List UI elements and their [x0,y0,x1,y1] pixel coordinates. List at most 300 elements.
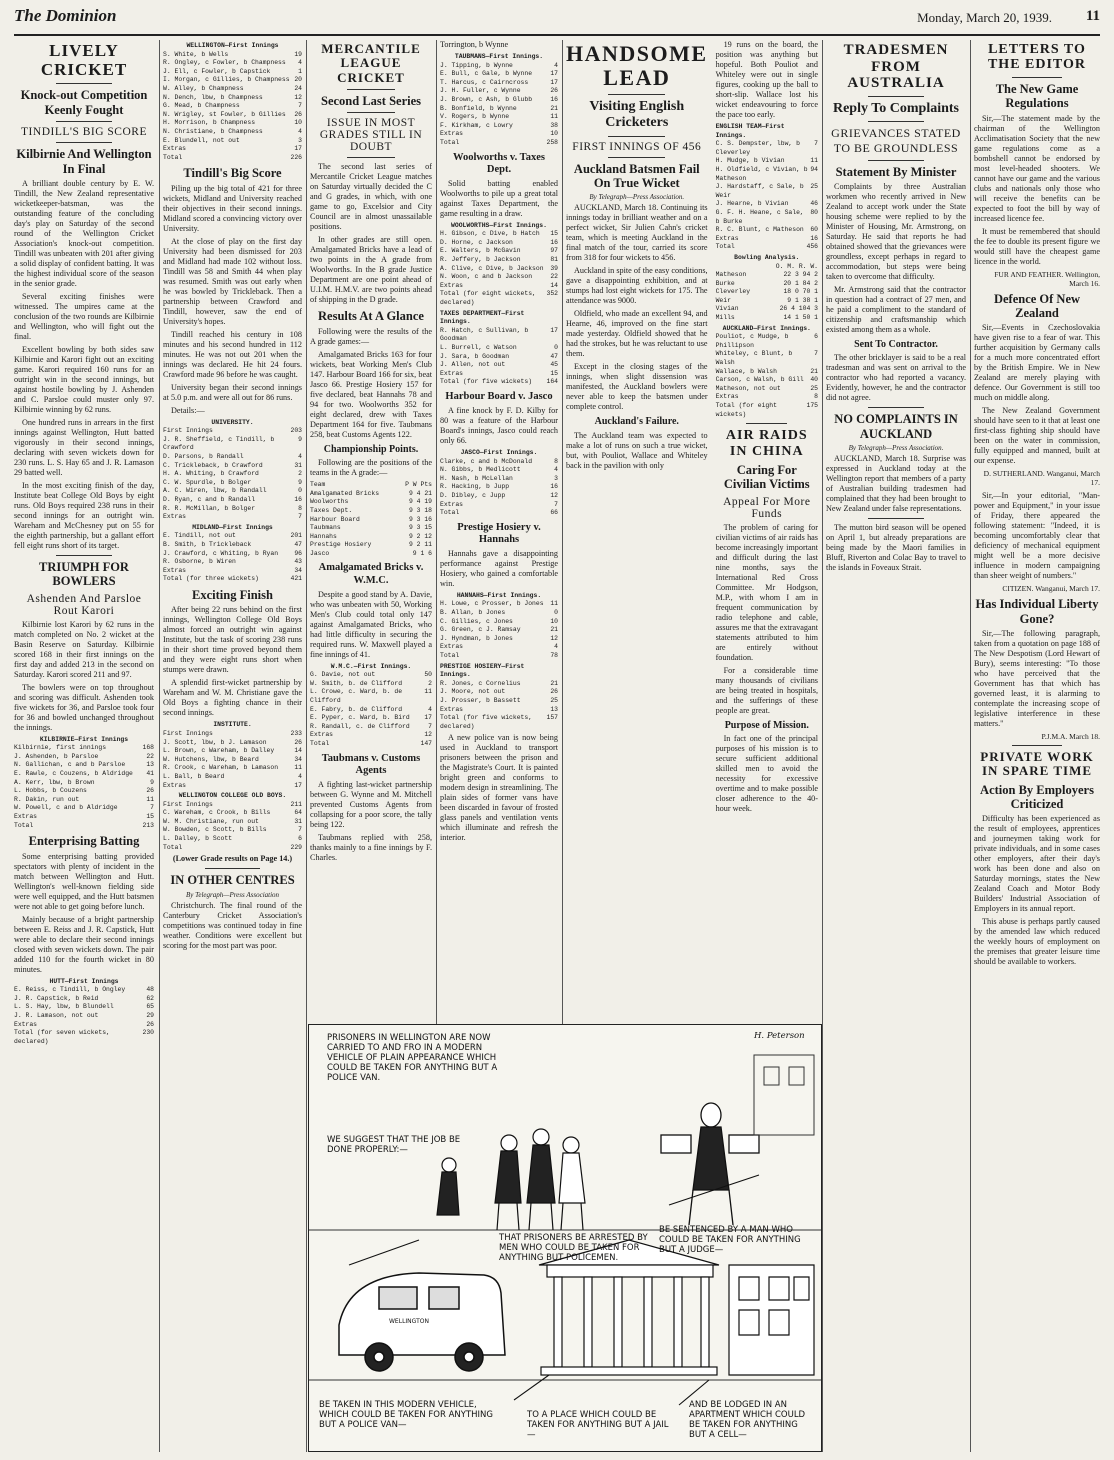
lower-grade-note: (Lower Grade results on Page 14.) [172,854,293,864]
score-row: E. Reiss, c Tindill, b Ongley 48 [14,986,154,994]
details-label: Details:— [171,405,205,415]
score-row: Matheson, not out 25 [715,384,818,392]
score-row: Extras 16 [715,234,818,242]
score-row: E. Pyper, c. Ward, b. Bird 17 [310,714,432,722]
scorecard-title: ENGLISH TEAM—First Innings. [715,123,785,139]
scorecard [716,123,818,252]
score-row: C. S. Dempster, lbw, b Cleverley 7 [715,140,818,156]
score-row: E. Rawle, c Couzens, b Aldridge 41 [14,770,154,777]
article-paragraph: A splendid first-wicket partnership by Wareham and W. M. Christiane gave the Old Boys a fighting chance in their second innings. [163,678,302,718]
bowling-row: Matheson 22 3 94 2 [715,271,818,279]
article-paragraph: A new police van is now being used in Auckland to transport prisoners between the prison and the Magistrate's Court. It is painted bright green and conforms to modern design in streamlining. The plain sides of former vans have been discarded in favour of frosted glass panels and ventilation vents which illuminate and refresh the interior. [440,733,558,843]
article-paragraph: A brilliant double century by E. W. Tindill, the New Zealand representative wicketkeeper-batsman, was the outstanding feature of the concluding day's play on Saturday of the second round of the Wellington Cricket Association's knock-out competition. Tindill was unbeaten with 201 after giving a solid display of confident batting. It was the highest individual score of the season in the senior grade. [14,178,154,288]
bowling-row: O. M. R. W. [775,262,818,270]
score-row: V. Rogers, b Wynne 11 [440,113,558,121]
article-paragraph: Amalgamated Bricks 163 for four wickets, beat Working Men's Club 147. Harbour Board 166 for six, beat Jasco 66. Prestige Hosiery 157 for five declared, beat Hannahs 78 and 94 for two. Woolworths 352 for eight declared, drew with Taxes Department 164 for five. Taubmans 258, beat Customs Agents 122. [310,349,432,439]
cartoon-caption-2: WE SUGGEST THAT THE JOB BE DONE PROPERLY:— [327,1135,461,1155]
score-row: T. Harcus, c Cairncross 17 [440,78,558,86]
letter-paragraph: Sir,—In your editorial, "Man-power and Equipment," in your issue of Friday, there appeared the following statement: "Indeed, it is becoming uncomfortably clear that deficiency of mechanical equipment might well be a more decisive influence in modern campaigning than sheer weight of numbers." [974,491,1100,581]
article-paragraph: The mutton bird season will be opened on April 1, but already preparations are being made by the Maori families in Bluff, Riverton and Colac Bay to travel to the islands in Foveaux Strait. [826,523,966,573]
divider [347,89,396,90]
scores-and-air-raids [716,40,818,817]
divider [868,407,924,408]
score-row: C. Wareham, c Crook, b Bills 64 [163,809,302,817]
scorecard-title: HANNAHS—First Innings. [456,591,542,599]
column-5 [566,40,818,1014]
letter-paragraph: Sir,—The statement made by the chairman of the Wellington Acclimatisation Society that the new game regulations come as a bombshell cannot be endorsed by most level-headed shooters. We cannot have our game and the various clubs and nationals only those who will receive the benefits can be expected to foot the bill by way of increased licence fee. [974,113,1100,223]
headline-handsome-lead: HANDSOME LEAD [566,41,708,91]
score-row: Total 78 [440,652,558,660]
score-row: W. Bowden, c Scott, b Bills 7 [163,826,302,834]
score-row: Total 66 [440,509,558,517]
article-paragraph: Auckland in spite of the easy conditions, gave a disappointing exhibition, and at stumps had lost eight wickets for 175. The attendance was 9000. [566,266,708,306]
article-paragraph: Torrington, b Wynne [440,40,509,49]
column-4 [440,40,558,1014]
headline-enterprising: Enterprising Batting [28,834,140,849]
score-row: Extras 26 [14,1020,154,1028]
scorecard-title: JASCO—First Innings. [460,449,538,456]
score-row: Clarke, c and b McDonald 8 [440,457,558,465]
score-row: N. Gibbs, b Medlicott 4 [440,466,558,474]
score-row: N. Gallichan, c and b Parsloe 13 [14,761,154,769]
article-paragraph: For a considerable time many thousands of civilians are being treated in hospitals, and the sufferings of these people are great. [715,665,818,715]
deck: FIRST INNINGS OF 456 [572,140,702,153]
deck: ISSUE IN MOST GRADES STILL IN DOUBT [319,117,423,154]
cartoon-caption-5: BE TAKEN IN THIS MODERN VEHICLE, WHICH COULD BE TAKEN FOR ANYTHING BUT A POLICE VAN— [319,1400,494,1430]
scorecard-title: UNIVERSITY. [211,418,254,426]
score-row: Extras 7 [440,500,558,508]
article-paragraph: University began their second innings at 5.0 p.m. and were all out for 86 runs. [163,382,302,402]
score-row: Extras 17 [163,781,302,789]
score-row: N. Christiane, b Champness 4 [163,127,302,135]
subhead: Action By Employers Criticized [980,782,1094,811]
score-row: S. White, b Wells 19 [163,50,302,58]
headline-lively-cricket: LIVELY CRICKET [40,41,128,79]
column-6 [826,40,966,1452]
article-paragraph: One hundred runs in arrears in the first innings against Wellington, Hutt batted vigorously in their second innings, declaring with seven wickets down for 230 runs. L. S. Hay 65 and J. R. Lamason 29 batted well. [14,417,154,477]
article-paragraph: At the close of play on the first day University had been dismissed for 203 and Midland had made 102 without loss. Tindill was 58 and Smith 44 when play was resumed. Smith was out early when he was bowled by Trickleback. Then a partnership between Crawford and Tindill, however, saw the end of University's hopes. [163,236,302,326]
article-paragraph: Taubmans replied with 258, thanks mainly to a fine innings by F. Charles. [310,832,432,862]
column-3 [310,40,432,1014]
scorecard [440,53,558,148]
scorecard [716,325,818,420]
bowling-row: Mills 14 1 50 1 [715,314,818,322]
score-row: R. Crook, c Wareham, b Lamason 11 [163,764,302,772]
score-row: J. R. Capstick, b Reid 62 [14,994,154,1002]
subhead: Has Individual Liberty Gone? [975,597,1099,626]
score-row: Total (for five wickets, declared) 157 [440,714,558,730]
score-row: E. Bull, c Gale, b Wynne 17 [440,70,558,78]
score-row: J. Ashenden, b Parsloe 22 [14,752,154,760]
score-row: First Innings 211 [163,800,302,808]
divider [347,157,396,158]
score-row: L. Ball, b Beard 4 [163,772,302,780]
scorecard-title: AUCKLAND—First Innings. [722,324,811,332]
article-paragraph: A fine knock by F. D. Kilby for 80 was a feature of the Harbour Board's innings, Jasco could reach only 66. [440,406,558,445]
score-row: F. Kirkham, c Lowry 38 [440,121,558,129]
score-row: Extras 12 [310,731,432,739]
score-row: J. Tipping, b Wynne 4 [440,61,558,69]
article-paragraph: Excellent bowling by both sides saw Kilbirnie and Karori fight out an exciting game. Karori required 160 runs for an outright win in the second innings, but against hostile bowling by J. Ashenden and C. Parsloe could muster only 97. Kilbirnie winning by 62 runs. [14,344,154,414]
score-row: R. Osborne, b Wiren 43 [163,558,302,566]
article-paragraph: Tindill reached his century in 108 minutes and his second hundred in 112 minutes. He was not out 201 when the innings was declared. He hit 24 fours. Crawford made 96 before he was caught. [163,329,302,379]
score-row: G. Green, c J. Ramsay 21 [440,626,558,634]
article-paragraph: The bowlers were on top throughout and scoring was difficult. Ashenden took five wickets for 36, and Parsloe took four for 36 and bowled unchanged throughout the innings. [14,682,154,732]
score-row: Extras 34 [163,566,302,574]
subhead: Reply To Complaints [832,100,960,116]
article-paragraph: 19 runs on the board, the position was anything but hopeful. Both Pouliot and Whiteley were out in single figures, cooking up the ball to short-slip. Wallace lost his wicket endeavouring to force the pace too early. [715,40,818,119]
score-row: W. Hutchens, lbw, b Beard 34 [163,755,302,763]
score-row: B. Allan, b Jones 0 [440,609,558,617]
headline-no-complaints: NO COMPLAINTS IN AUCKLAND [834,412,958,441]
score-row: J. Moore, not out 26 [440,688,558,696]
score-row: N. Dench, lbw, b Champness 12 [163,93,302,101]
score-row: C. Trickleback, b Crawford 31 [163,461,302,469]
article-paragraph: Following were the results of the A grade games:— [310,326,432,346]
score-row: I. Morgan, c Gillies, b Champness 20 [163,76,302,84]
divider [56,142,112,143]
scorecard [163,524,302,584]
apartment-building [729,1265,814,1375]
score-row: G. Mead, b Champness 7 [163,102,302,110]
score-row: L. Brown, c Wareham, b Dalley 14 [163,747,302,755]
score-row: B. Smith, b Trickleback 47 [163,541,302,548]
score-row: Extras 8 [715,393,818,401]
letter-paragraph: It must be remembered that should the fee to double its present figure we would still have the cheapest game licence in the world. [974,226,1100,266]
letter-signature: FUR AND FEATHER. Wellington, March 16. [994,269,1100,288]
article-paragraph: Some enterprising batting provided spectators with plenty of incident in the match between Wellington and Hutt. Wellington's well-known fielding side were well equipped, and the Hutt batsmen were not able to get going before lunch. [14,851,154,911]
column-rule [306,40,307,1452]
headline-prestige: Prestige Hosiery v. Hannahs [457,521,541,545]
bowling-row: Burke 20 1 84 2 [715,279,818,287]
headline-aucklands-failure: Auckland's Failure. [594,416,679,428]
article-paragraph: The other bricklayer is said to be a real tradesman and was sent on arrival to the contractor who had reported a vacancy. Evidently, however, he and the contractor did not agree. [826,353,966,403]
column-2 [163,40,302,1452]
score-row: R. Hatch, c Sullivan, b Goodman 17 [440,326,558,343]
article-paragraph: Complaints by three Australian workmen who recently arrived in New Zealand to accept work under the State housing scheme were replied to by the Minister of Housing, Mr. Armstrong, on Saturday. He said that reports he had obtained showed that the grievances were groundless, except perhaps in regard to accommodation, but steps were being taken to overcome that difficulty. [826,181,966,281]
scorecard-title: INSTITUTE. [213,721,252,729]
article-paragraph: Despite a good stand by A. Davie, who was unbeaten with 50, Working Men's Club could total only 147 against Amalgamated Bricks, who had little difficulty in securing the required runs. W. Maxwell played a fine innings of 41. [310,589,432,659]
score-row: R. Randall, c. de Clifford 7 [310,722,432,730]
subhead: Defence Of New Zealand [993,291,1081,320]
score-row: C. Gillies, c Jones 10 [440,617,558,625]
points-row: Hannahs 9 2 12 [310,532,432,540]
column-7 [974,40,1100,1452]
score-row: E. Tindill, not out 201 [163,532,302,540]
article-paragraph: Following are the positions of the teams in the A grade:— [310,458,432,478]
score-row: Total (for three wickets) 421 [163,575,302,583]
letter-paragraph: Sir,—The following paragraph, taken from a quotation on page 188 of The New Despotism (Lord Hewart of Bury), seems interesting: "To those who have perceived that the Government has that which has governed least, it is alarming to contemplate the increasing scope of legislative interference in these matters." [974,629,1100,729]
judge-figure [661,1103,759,1225]
article-paragraph: The second last series of Mercantile Cricket League matches on Saturday virtually decided the C and G grades, in which, with one game to go, Excelsior and City Council are in almost unassailable positions. [310,162,432,232]
article-paragraph: Solid batting enabled Woolworths to pile up a great total against Taxes Department, the game resulting in a draw. [440,178,558,218]
score-row: W. Alley, b Champness 24 [163,84,302,92]
score-row: J. Crawford, c Whiting, b Ryan 96 [163,549,302,557]
divider [608,94,665,95]
score-row: Total 226 [163,153,302,161]
scorecard-title: TAXES DEPARTMENT—First Innings. [440,309,525,326]
scorecard [440,222,558,308]
divider [56,555,112,556]
score-row: G. F. H. Heane, c Sale, b Burke 80 [715,208,818,225]
letter-signature: CITIZEN. Wanganui, March 17. [1002,584,1100,594]
score-row: Pouliot, c Mudge, b Phillipson 6 [715,333,818,349]
points-row: Amalgamated Bricks 9 4 21 [310,489,432,497]
subhead: Statement By Minister [835,164,957,179]
article-paragraph: Christchurch. The final round of the Canterbury Cricket Association's competitions was continued today in fine weather. Conditions were excellent but scoring for the most part was poor. [163,900,302,950]
divider [608,136,665,137]
article-paragraph: Kilbirnie lost Karori by 62 runs in the match completed on No. 2 wicket at the Basin Reserve on Saturday. Kilbirnie scored 168 in their first innings on the first day and added 213 in the second on Saturday. Karori scored 211 and 97. [14,619,154,679]
divider [347,112,396,113]
score-row: H. Morrison, b Champness 10 [163,119,302,127]
score-row: R. Jones, c Cornelius 21 [440,679,558,687]
deck: Appeal For More Funds [723,495,811,520]
headline-mercantile: MERCANTILE LEAGUE CRICKET [321,41,421,85]
score-row: N. Woon, c and b Jackson 22 [440,273,558,281]
score-row: J. Scott, lbw, b J. Lamason 26 [163,738,302,746]
score-row: Kilbirnie, first innings 168 [14,744,154,752]
score-row: Total (for seven wickets, declared) 230 [14,1029,154,1045]
headline-air-raids: AIR RAIDS IN CHINA [725,428,808,459]
score-row: E. Walters, b McGavin 97 [440,247,558,255]
scorecard [440,592,558,661]
page-number: 11 [1085,8,1100,24]
editorial-cartoon [308,1024,822,1452]
headline-taubmans: Taubmans v. Customs Agents [321,752,421,776]
bowling-row: Vivian 26 4 104 3 [715,305,818,313]
article-paragraph: A fighting last-wicket partnership between G. Wynne and M. Mitchell prevented Customs Agents from collapsing for a poor score, the tally being 122. [310,779,432,829]
divider [868,96,924,97]
score-row: D. Parsons, b Randall 4 [163,453,302,461]
score-row: Whiteley, c Blunt, b Walsh 7 [715,350,818,367]
points-row: Jasco 9 1 6 [310,549,432,557]
paper-name: The Dominion [14,6,117,25]
column-1 [14,40,154,1452]
wire-credit: By Telegraph—Press Association. [589,193,685,202]
bowling-row: Cleverley 18 0 70 1 [715,288,818,296]
score-row: Total (for five wickets) 164 [440,378,558,386]
headline-tradesmen: TRADESMEN FROM AUSTRALIA [843,42,949,91]
score-row: Total 229 [163,843,302,851]
headline-other-centres: IN OTHER CENTRES [170,873,295,888]
score-row: R. Ongley, c Fowler, b Champness 4 [163,59,302,67]
score-row: D. Dibley, c Jupp 12 [440,491,558,499]
score-row: J. Brown, c Ash, b Glubb 16 [440,95,558,103]
score-row: First Innings 233 [163,729,302,737]
score-row: J. R. Sheffield, c Tindill, b Crawford 9 [163,435,302,452]
column-rule [822,40,823,1452]
headline-tindill: Tindill's Big Score [183,166,282,181]
scorecard [14,978,154,1047]
score-row: J. Hardstaff, c Sale, b Weir 25 [715,183,818,199]
article-paragraph: Except in the closing stages of the innings, when slight dissension was manifested, the Auckland bowlers were never able to keep the batsmen under complete control. [566,362,708,412]
divider [1012,745,1062,746]
letter-signature: P.J.M.A. March 18. [1041,732,1100,742]
score-row: R. Dakin, run out 11 [14,795,154,803]
scorecard-title: HUTT—First Innings [49,977,119,985]
points-table [310,481,432,558]
score-row: E. Blundell, not out 3 [163,136,302,144]
divider [56,121,112,122]
score-row: Total (for eight wickets, declared) 352 [440,290,558,306]
score-row: J. Hearne, b Vivian 46 [715,200,818,208]
deck: GRIEVANCES STATED TO BE GROUNDLESS [831,125,961,155]
score-row: E. Fabry, b. de Clifford 4 [310,705,432,713]
column-5-top [566,40,818,817]
score-row: J. Hyndman, b Jones 12 [440,634,558,642]
divider [56,83,112,84]
score-row: W. Powell, c and b Aldridge 7 [14,804,154,812]
article-paragraph: This abuse is perhaps partly caused by the amended law which reduced the weekly hours of employment on the premises that greater leisure time should be available to workers. [974,917,1100,967]
column-rule [970,40,971,1452]
points-row: Prestige Hosiery 9 2 11 [310,541,432,549]
divider [746,423,787,424]
score-row: J. Allen, not out 45 [440,361,558,369]
score-row: J. H. Fuller, c Wynne 26 [440,87,558,95]
scorecard [14,736,154,831]
letter-signature: D. SUTHERLAND. Wanganui, March 17. [983,469,1100,488]
article-paragraph: The Auckland team was expected to make a lot of runs on such a true wicket, but, with Pouliot, Wallace and Whiteley back in the pavilion with only [566,430,708,470]
cartoon-caption-6: TO A PLACE WHICH COULD BE TAKEN FOR ANYTHING BUT A JAIL— [527,1410,669,1440]
bowling-title: Bowling Analysis. [734,253,800,261]
article-paragraph: Hannahs gave a disappointing performance against Prestige Hosiery, who gained a comfortable win. [440,548,558,588]
score-row: H. Gibson, c Dive, b Hatch 15 [440,230,558,238]
score-row: G. Davie, not out 50 [310,671,432,679]
article-paragraph: Several exciting finishes were witnessed. The umpires came at the conclusion of the two rounds are Kilbirnie and Wellington, who will fight out the final. [14,291,154,341]
score-row: J. Ell, c Fowler, b Capstick 1 [163,67,302,75]
points-row: Team P W Pts [310,481,432,489]
article-paragraph: Mr. Armstrong said that the contractor in question had a contract of 27 men, and he paid a compliment to the standard of citizenship and craftsmanship which existed among them as a whole. [826,284,966,334]
scorecard-title: TAUBMANS—First Innings. [454,53,544,60]
headline-woolworths: Woolworths v. Taxes Dept. [453,151,545,175]
score-row: H. Lowe, c Prosser, b Jones 11 [440,600,558,608]
score-row: R. Jeffery, b Jackson 81 [440,256,558,264]
headline-championship: Championship Points. [323,443,419,455]
points-row: Woolworths 9 4 19 [310,498,432,506]
score-row: Extras 17 [163,145,302,153]
cartoon-caption-4: BE SENTENCED BY A MAN WHO COULD BE TAKEN FOR ANYTHING BUT A JUDGE— [659,1225,801,1255]
article-paragraph: In other grades are still open. Amalgamated Bricks have a lead of two points in the A grade from Woolworths. In the B grade Justice Department are one point ahead of U.I.M. H.M.V. are two points ahead of shipping in the D grade. [310,235,432,305]
scorecard [440,310,558,387]
building-sketch [754,1055,814,1135]
scorecard [440,663,558,732]
cartoon-caption-1: PRISONERS IN WELLINGTON ARE NOW CARRIED TO AND FRO IN A MODERN VEHICLE OF PLAIN APPEARANCE WHICH COULD BE TAKEN FOR ANYTHING BUT A POLICE VAN. [327,1033,498,1083]
score-row: D. Ryan, c and b Randall 16 [163,496,302,504]
score-row: W. M. Christiane, run out 31 [163,817,302,825]
score-row: J. R. Lamason, not out 29 [14,1011,154,1019]
score-row: Total 258 [440,138,558,146]
cartoon-caption-3: THAT PRISONERS BE ARRESTED BY MEN WHO COULD BE TAKEN FOR ANYTHING BUT POLICEMEN. [499,1233,648,1263]
subhead: Second Last Series [321,93,421,108]
article-paragraph: AUCKLAND, March 18. Surprise was expressed in Auckland today at the Wellington report that members of a party of Australian building tradesmen had complained that they had been brought to New Zealand under false representations. [826,454,966,514]
divider [868,121,924,122]
letter-paragraph: Sir,—Events in Czechoslovakia have given rise to a fear of war. This further acquisition by Germany calls for a much more concentrated effort by the British Empire. We in New Zealand are merely playing with defence. Our Government is still too much on middle along. [974,323,1100,403]
deck: Ashenden And Parsloe Rout Karori [26,592,142,617]
score-row: Total 213 [14,821,154,829]
score-row: N. Wrigley, st Fowler, b Gillies 26 [163,110,302,118]
score-row: Wallace, b Walsh 21 [715,367,818,375]
scorecard-title: MIDLAND—First Innings [192,523,273,531]
article-paragraph: Difficulty has been experienced as the result of employees, apprentices and journeymen taking work for private individuals, and in some cases other employers, after their day's work has been done and also on Saturday mornings, states the New Zealand Coach and Motor Body Builders' Industrial Association of Employers in its annual report. [974,814,1100,914]
van-label: WELLINGTON [389,1318,429,1325]
divider [1012,77,1062,78]
score-row: Total 456 [715,243,818,251]
score-row: H. Oldfield, c Vivian, b Matheson 94 [715,165,818,182]
scorecard-title: W.M.C.—First Innings. [330,662,412,670]
score-row: H. Mudge, b Vivian 11 [715,157,818,165]
headline-sent-to-contractor: Sent To Contractor. [854,338,938,350]
score-row: Extras 15 [440,369,558,377]
points-row: Taubmans 9 3 15 [310,524,432,532]
scorecard-title: WELLINGTON COLLEGE OLD BOYS. [178,792,287,800]
article-paragraph: Piling up the big total of 421 for three wickets, Midland and University reached their objectives in their second innings. Midland scored a convincing victory over University. [163,183,302,233]
score-row: A. C. Wiren, lbw, b Randall 0 [163,487,302,495]
masthead [14,4,1100,36]
divider [868,518,924,519]
artist-signature: H. Peterson [754,1031,805,1041]
score-row: First Innings 203 [163,427,302,435]
bowling-analysis [716,254,818,323]
wire-credit: By Telegraph—Press Association. [848,444,944,453]
points-row: Taxes Dept. 9 3 18 [310,506,432,514]
scorecard [163,42,302,162]
score-row: Total (for eight wickets) 175 [715,402,818,418]
letter-paragraph: The New Zealand Government should have seen to it that at least one first-class fighting ship should have been on the water in commission, fully equipped and manned, built at our expense. [974,406,1100,466]
scorecard-title: KILBIRNIE—First Innings [39,735,129,743]
headline-private-work: PRIVATE WORK IN SPARE TIME [980,749,1094,779]
points-row: Harbour Board 9 3 16 [310,515,432,523]
article-paragraph: In fact one of the principal purposes of his mission is to secure sufficient additional skilled men to avoid the necessity for excessive overtime and to make possible closer adherence to the 40-hour week. [715,734,818,814]
score-row: L. Burrell, c Watson 0 [440,343,558,351]
article-paragraph: In the most exciting finish of the day, Institute beat College Old Boys by eight runs. Old Boys required 238 runs in their second innings for an outright win. Wareham and McChesney put on 55 for the eighth partnership, but a gallant effort fell eight runs short of its target. [14,480,154,550]
headline-harbour-board: Harbour Board v. Jasco [445,390,553,402]
subhead: Visiting English Cricketers [589,99,685,131]
score-row: Extras 4 [440,643,558,651]
article-paragraph: AUCKLAND, March 18. Continuing its innings today in brilliant weather and on a perfect wicket, Sir Julien Cahn's cricket team, which is meeting Auckland in the final match of the tour, carried its score from 318 for four wickets to 456. [566,203,708,263]
score-row: L. Dalley, b Scott 6 [163,835,302,843]
score-row: A. Kerr, lbw, b Brown 9 [14,778,154,786]
bowling-row: Weir 9 1 38 1 [715,296,818,304]
score-row: H. Nash, b McLellan 3 [440,474,558,482]
subhead: Auckland Batsmen Fail On True Wicket [573,161,700,190]
subhead: Knock-out Competition Keenly Fought [20,88,148,117]
score-row: J. Prosser, b Bassett 25 [440,697,558,704]
score-row: Extras 13 [440,705,558,713]
subhead: Kilbirnie And Wellington In Final [16,147,152,176]
headline-purpose: Purpose of Mission. [724,719,809,731]
divider [868,160,924,161]
score-row: Extras 14 [440,281,558,289]
score-row: R. R. McMillan, b Bolger 8 [163,504,302,512]
article-paragraph: Oldfield, who made an excellent 94, and Hearne, 46, improved on the fine start made yesterday. Oldfield showed that he had the strokes, but he was reluctant to use them. [566,309,708,359]
score-row: Extras 7 [163,513,302,521]
subhead: The New Game Regulations [995,81,1079,111]
scorecard [163,792,302,852]
score-row: H. A. Whiting, b Crawford 2 [163,470,302,478]
score-row: L. Hobbs, b Couzens 26 [14,787,154,795]
headline-results: Results At A Glance [318,309,424,324]
score-row: L. Crowe, c. Ward, b. de Clifford 11 [310,688,432,704]
score-row: R. Hacking, b Jupp 16 [440,483,558,491]
score-row: D. Horne, c Jackson 16 [440,238,558,246]
scorecard-title: PRESTIGE HOSIERY—First Innings. [440,662,525,679]
article-paragraph: The problem of caring for civilian victims of air raids has become increasingly important and difficult during the last nine months, says the International Red Cross Committee. Mr Hodgson, M.P., with whom I am in frequent communication by radio telephone and cable, assures me that the extravagant statements attributed to him are entirely without foundation. [715,522,818,662]
scorecard [163,721,302,790]
score-row: L. S. Hay, lbw, b Blundell 65 [14,1003,154,1011]
score-row: Carson, c Walsh, b Gill 40 [715,376,818,384]
headline-triumph: TRIUMPH FOR BOWLERS [39,559,129,589]
scorecard-title: WELLINGTON—First Innings [186,42,279,49]
